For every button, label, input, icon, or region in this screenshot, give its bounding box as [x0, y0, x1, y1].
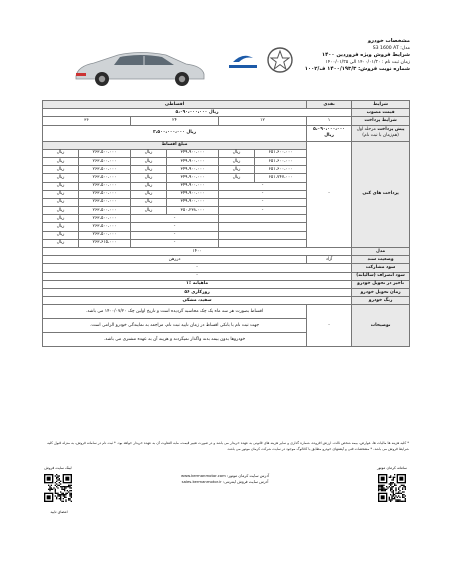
currency-cell: ریال: [43, 215, 79, 223]
sales-caption[interactable]: آدرس سایت فروش اینترنتی: sales.kermanmotor.ir: [181, 479, 269, 484]
sale-terms: شرایط فروش ویژه فروردین ۱۴۰۰: [321, 52, 410, 58]
spec-block: [282, 38, 410, 73]
prepay-label: پیش پرداخت مرحله اول (هم‌زمان با ثبت نام): [352, 125, 410, 141]
register-window: زمان ثبت نام : ۱۴۰۰/۰۱/۲۰ الی ۱۴۰۰/۰۱/۲۵: [325, 60, 410, 65]
currency-cell: ریال: [43, 207, 79, 215]
installment-m24: ۳۴۹،۹۰۰،۰۰۰: [167, 190, 219, 198]
terms-label: شرایط پرداخت: [352, 117, 410, 125]
installment-m12: -: [219, 198, 307, 206]
site-caption[interactable]: آدرس سایت کرمان موتور: www.kermanmotor.com: [180, 473, 270, 478]
col-installment: اقساطی: [43, 101, 307, 109]
model-value: ۱۴۰۰: [43, 248, 352, 256]
delivery-time-value: ۵۶ روزکاری: [43, 288, 352, 296]
installments-label: پرداخت های کنی: [352, 141, 410, 247]
installment-m24: ۳۴۹،۹۰۰،۰۰۰: [167, 182, 219, 190]
currency-cell: ریال: [219, 166, 255, 174]
footnote: * کلیه هزینه ها مالیات ها، عوارض، بیمه شخص ثالث، ارزش افزوده، شماره گذاری و سایر هزینه های قانونی به عهده خریدار می باشد و در صورت تغییر قیمت، مابه التفاوت آن به عهده خریدار خواهد بود. * ثبت نام در سامانه فروش، به منزله قبول کلیه شرایط فروش می باشد. * مشخصات فنی و آپشنهای خودرو مطابق با کاتالوگ موجود در سایت شرکت کرمان موتور می باشد.: [47, 441, 409, 451]
installment-m24: ۳۴۹،۹۰۰،۰۰۰: [167, 198, 219, 206]
terms-24: ۲۴: [131, 117, 219, 125]
currency-cell: ریال: [131, 157, 167, 165]
installment-m12: [219, 215, 307, 223]
note-3: خودروها بدون بیمه بدنه واگذار نمیگردند و هزینه آن به عهده مشتری می باشد.: [43, 333, 307, 347]
installment-m12: ۶۵۱،۶۰۰،۰۰۰: [255, 166, 307, 174]
installment-m36: ۲۶۳،۵۰۰،۰۰۰: [79, 207, 131, 215]
note-1: اقساط بصورت هر سه ماه یک چک محاسبه گردیده است و تاریخ اولین چک ۱۴۰۰/۰۷/۲۰ می باشد.: [43, 305, 307, 319]
col-cash: نقدی: [307, 101, 352, 109]
currency-cell: ریال: [43, 231, 79, 239]
car-image: [70, 46, 210, 88]
currency-cell: ریال: [43, 149, 79, 157]
currency-cell: ریال: [131, 198, 167, 206]
currency-cell: ریال: [43, 190, 79, 198]
installment-m24: ۳۴۹،۹۰۰،۰۰۰: [167, 157, 219, 165]
table-row: [43, 305, 410, 319]
currency-cell: ریال: [131, 182, 167, 190]
currency-cell: ریال: [43, 239, 79, 247]
color-value: سفید، مشکی: [43, 297, 352, 305]
table-row: [43, 272, 410, 280]
installment-m36: ۲۶۳،۵۰۰،۰۰۰: [79, 190, 131, 198]
site-links: [150, 473, 300, 485]
installment-m24: -: [131, 215, 219, 223]
qr-left-caption: لینک سایت فروش: [44, 466, 72, 470]
table-row: [43, 297, 410, 305]
table-row: [43, 288, 410, 296]
installment-m36: ۲۶۳،۵۰۰،۰۰۰: [79, 174, 131, 182]
installment-m24: ۳۴۹،۹۰۰،۰۰۰: [167, 174, 219, 182]
installment-m12: [219, 239, 307, 247]
currency-cell: ریال: [131, 207, 167, 215]
installment-header: مبلغ اقساط: [43, 141, 307, 149]
col-header-label: شرایط: [352, 101, 410, 109]
partnership-value: -: [43, 264, 352, 272]
installment-m24: ۳۴۹،۹۰۰،۰۰۰: [167, 149, 219, 157]
signature-label: امضای تایید: [50, 510, 68, 514]
note-2: جهت ثبت نام با بانکی اقساط در زمان تایید ثبت نام، مراجعه به نمایندگی خودرو الزامی است.: [43, 319, 307, 333]
price-value: ۵،۰۹۰،۰۰۰،۰۰۰ ریال: [43, 109, 352, 117]
table-row: [43, 280, 410, 288]
currency-cell: ریال: [43, 198, 79, 206]
terms-36: ۳۶: [43, 117, 131, 125]
installment-m36: ۲۶۳،۵۰۰،۰۰۰: [79, 182, 131, 190]
installment-m36: ۲۶۳،۵۰۰،۰۰۰: [79, 198, 131, 206]
delivery-delay-value: ۱٪ ماهیانه: [43, 280, 352, 288]
installment-m12: -: [219, 190, 307, 198]
currency-cell: ریال: [131, 149, 167, 157]
installment-m36: ۲۶۳،۵۰۰،۰۰۰: [79, 166, 131, 174]
spec-title: مشخصات خودرو: [367, 38, 410, 44]
installment-m36: ۲۶۳،۵۰۰،۰۰۰: [79, 231, 131, 239]
currency-cell: ریال: [131, 174, 167, 182]
color-label: رنگ خودرو: [352, 297, 410, 305]
currency-cell: ریال: [219, 174, 255, 182]
installment-m36: ۲۶۳،۵۰۰،۰۰۰: [79, 223, 131, 231]
installment-m36: ۲۶۳،۶۱۵،۰۰۰: [79, 239, 131, 247]
terms-12: ۱۲: [219, 117, 307, 125]
currency-cell: ریال: [43, 223, 79, 231]
table-row: [43, 248, 410, 256]
installment-m24: ۳۵۰،۲۳۸،۰۰۰: [167, 207, 219, 215]
currency-cell: ریال: [131, 166, 167, 174]
installment-m24: -: [131, 231, 219, 239]
model-label: مدل: [352, 248, 410, 256]
installment-m12: [219, 231, 307, 239]
price-table: [42, 100, 410, 347]
delay-label: سود انصراف (سالیانه): [352, 272, 410, 280]
delay-value: -: [43, 272, 352, 280]
model-code: مدل: S3 1600 AT: [372, 46, 410, 51]
installment-m24: ۳۴۹،۹۰۰،۰۰۰: [167, 166, 219, 174]
delivery-time-label: زمان تحویل خودرو: [352, 288, 410, 296]
installment-m24: -: [131, 223, 219, 231]
installment-m12: ۶۵۱،۷۴۷،۰۰۰: [255, 174, 307, 182]
currency-cell: ریال: [43, 166, 79, 174]
currency-cell: ریال: [43, 157, 79, 165]
installment-m12: [219, 223, 307, 231]
delivery-delay-label: تاخیر در تحویل خودرو: [352, 280, 410, 288]
table-row: [43, 256, 410, 264]
table-row: [43, 264, 410, 272]
installment-m36: ۲۶۳،۵۰۰،۰۰۰: [79, 215, 131, 223]
qr-right-caption: سامانه کرمان موتور: [376, 466, 408, 470]
currency-cell: ریال: [219, 149, 255, 157]
installment-m36: ۲۶۳،۵۰۰،۰۰۰: [79, 157, 131, 165]
installment-m12: ۶۵۱،۶۰۰،۰۰۰: [255, 157, 307, 165]
header: [40, 38, 410, 86]
installment-m12: -: [219, 182, 307, 190]
installments-cash: -: [307, 141, 352, 247]
currency-cell: ریال: [43, 174, 79, 182]
installment-m12: -: [219, 207, 307, 215]
qr-code-left: [44, 474, 72, 502]
status-cash: آزاد: [307, 256, 352, 264]
installment-m24: -: [131, 239, 219, 247]
partnership-label: سود مشارکت: [352, 264, 410, 272]
brand-logo-kerman: [227, 50, 259, 72]
sale-round: شماره نوبت فروش: ۱۴۰۰/۱۹۳/۳ ف/۱۰۰۲: [304, 66, 410, 72]
installment-m12: ۶۵۱،۶۰۰،۰۰۰: [255, 149, 307, 157]
currency-cell: ریال: [219, 157, 255, 165]
prepay-installment: ۲،۵۰۰،۰۰۰،۰۰۰ ریال: [43, 125, 307, 141]
status-label: وضعیت سند: [352, 256, 410, 264]
notes-cash: -: [307, 305, 352, 347]
price-label: قیمت مصوب: [352, 109, 410, 117]
qr-code-right: [378, 474, 406, 502]
notes-label: توضیحات: [352, 305, 410, 347]
currency-cell: ریال: [131, 190, 167, 198]
currency-cell: ریال: [43, 182, 79, 190]
status-installment: دررهن: [43, 256, 307, 264]
terms-cash: ۱: [307, 117, 352, 125]
prepay-cash: ۵،۰۹۰،۰۰۰،۰۰۰ ریال: [307, 125, 352, 141]
installment-m36: ۲۶۳،۵۰۰،۰۰۰: [79, 149, 131, 157]
